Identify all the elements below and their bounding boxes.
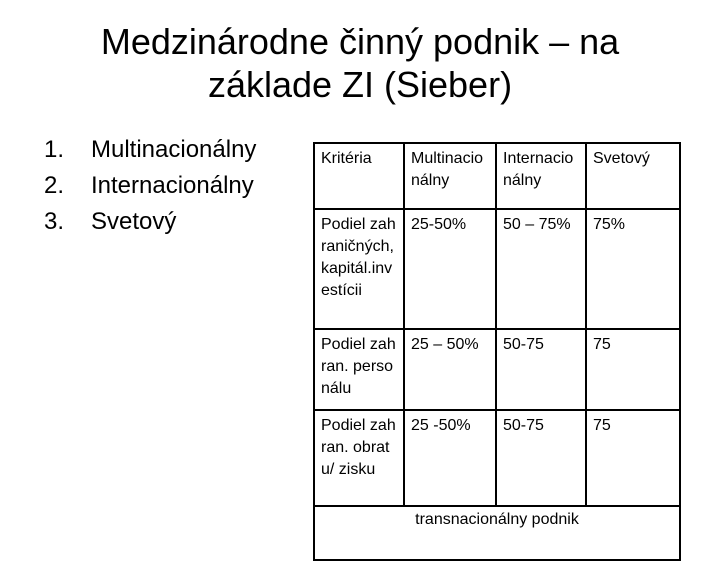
criteria-table	[313, 142, 681, 561]
criterion-cell: Podiel zahraničných,kapitál.investícii	[314, 209, 404, 329]
value-cell: 75	[586, 410, 680, 506]
list-item-number: 3.	[44, 208, 65, 235]
value-cell: 50-75	[496, 329, 586, 410]
header-cell-multinational: Multinacionálny	[404, 143, 496, 209]
value-cell: 50-75	[496, 410, 586, 506]
slide-title	[0, 20, 720, 106]
table-row	[314, 329, 680, 410]
list-item	[44, 204, 256, 240]
table-row	[314, 410, 680, 506]
company-type-list	[44, 132, 256, 240]
transnational-footer-cell: transnacionálny podnik	[314, 506, 680, 560]
list-item	[44, 168, 256, 204]
list-item-text: Internacionálny	[91, 172, 254, 199]
header-cell-criteria: Kritéria	[314, 143, 404, 209]
title-line-2: základe ZI (Sieber)	[207, 64, 513, 105]
list-item-number: 1.	[44, 136, 65, 163]
value-cell: 25 – 50%	[404, 329, 496, 410]
table-footer-row	[314, 506, 680, 560]
table-header-row	[314, 143, 680, 209]
value-cell: 25 -50%	[404, 410, 496, 506]
list-item-text: Multinacionálny	[91, 136, 257, 163]
value-cell: 50 – 75%	[496, 209, 586, 329]
table-row	[314, 209, 680, 329]
header-cell-global: Svetový	[586, 143, 680, 209]
header-cell-international: Internacionálny	[496, 143, 586, 209]
title-line-1: Medzinárodne činný podnik – na	[100, 21, 620, 62]
list-item-text: Svetový	[91, 208, 177, 235]
list-item	[44, 132, 256, 168]
criterion-cell: Podiel zahran. personálu	[314, 329, 404, 410]
list-item-number: 2.	[44, 172, 65, 199]
criterion-cell: Podiel zahran. obratu/ zisku	[314, 410, 404, 506]
value-cell: 25-50%	[404, 209, 496, 329]
value-cell: 75%	[586, 209, 680, 329]
value-cell: 75	[586, 329, 680, 410]
